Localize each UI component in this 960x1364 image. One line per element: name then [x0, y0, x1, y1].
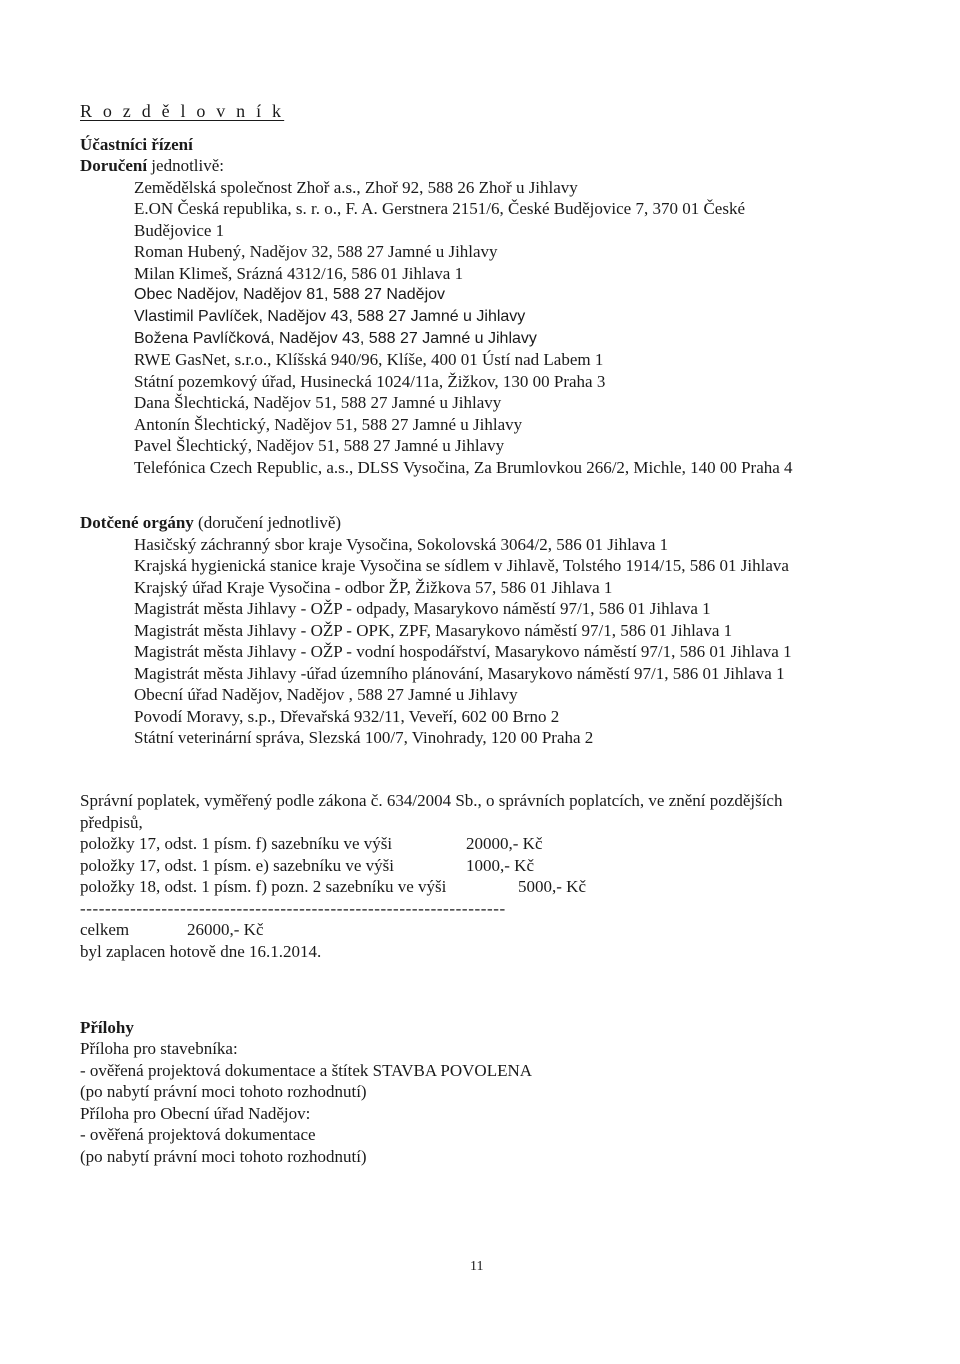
delivery-label: Doručení — [80, 156, 148, 175]
page-number: 11 — [470, 1259, 484, 1274]
authorities-label: Dotčené orgány — [80, 513, 194, 532]
participant-line: RWE GasNet, s.r.o., Klíšská 940/96, Klíše, 400 01 Ústí nad Labem 1 — [134, 350, 604, 369]
participant-line: Milan Klimeš, Srázná 4312/16, 586 01 Jihlava 1 — [134, 264, 464, 283]
participant-line: E.ON Česká republika, s. r. o., F. A. Gerstnera 2151/6, České Budějovice 7, 370 01 České — [134, 199, 746, 218]
attachment-line: - ověřená projektová dokumentace a štítek STAVBA POVOLENA — [80, 1061, 533, 1080]
fee-item-label: položky 18, odst. 1 písm. f) pozn. 2 sazebníku ve výši — [80, 877, 447, 896]
attachment-line: (po nabytí právní moci tohoto rozhodnutí) — [80, 1147, 367, 1166]
participant-line: Obec Nadějov, Nadějov 81, 588 27 Nadějov — [134, 286, 446, 303]
participant-line: Zemědělská společnost Zhoř a.s., Zhoř 92, 588 26 Zhoř u Jihlavy — [134, 178, 578, 197]
fee-text: předpisů, — [80, 813, 143, 832]
fee-total-label: celkem — [80, 920, 130, 939]
fee-separator: -------------------------------------------------------------------- — [80, 899, 506, 918]
fee-item-amount: 1000,- Kč — [466, 856, 534, 875]
participants-heading: Účastníci řízení — [80, 135, 193, 154]
authority-line: Krajský úřad Kraje Vysočina - odbor ŽP, Žižkova 57, 586 01 Jihlava 1 — [134, 578, 613, 597]
fee-total-amount: 26000,- Kč — [187, 920, 264, 939]
authority-line: Hasičský záchranný sbor kraje Vysočina, Sokolovská 3064/2, 586 01 Jihlava 1 — [134, 535, 669, 554]
fee-text: Správní poplatek, vyměřený podle zákona č. 634/2004 Sb., o správních poplatcích, ve znění pozdějších — [80, 791, 783, 810]
authority-line: Magistrát města Jihlavy - OŽP - odpady, Masarykovo náměstí 97/1, 586 01 Jihlava 1 — [134, 599, 711, 618]
delivery-note — [80, 155, 224, 176]
authority-line: Státní veterinární správa, Slezská 100/7, Vinohrady, 120 00 Praha 2 — [134, 728, 594, 747]
participant-line: Pavel Šlechtický, Nadějov 51, 588 27 Jamné u Jihlavy — [134, 436, 505, 455]
participant-line: Antonín Šlechtický, Nadějov 51, 588 27 Jamné u Jihlavy — [134, 415, 523, 434]
participant-line: Dana Šlechtická, Nadějov 51, 588 27 Jamné u Jihlavy — [134, 393, 502, 412]
fee-paid-note: byl zaplacen hotově dne 16.1.2014. — [80, 942, 322, 961]
authorities-heading — [80, 512, 341, 533]
authority-line: Magistrát města Jihlavy - OŽP - OPK, ZPF, Masarykovo náměstí 97/1, 586 01 Jihlava 1 — [134, 621, 733, 640]
participant-line: Vlastimil Pavlíček, Nadějov 43, 588 27 Jamné u Jihlavy — [134, 308, 526, 325]
document-title: R o z d ě l o v n í k — [80, 101, 285, 121]
authority-line: Povodí Moravy, s.p., Dřevařská 932/11, Veveří, 602 00 Brno 2 — [134, 707, 560, 726]
authority-line: Krajská hygienická stanice kraje Vysočina se sídlem v Jihlavě, Tolstého 1914/15, 586 01 Jihlava — [134, 556, 789, 575]
fee-item-amount: 20000,- Kč — [466, 834, 543, 853]
participant-line: Božena Pavlíčková, Nadějov 43, 588 27 Jamné u Jihlavy — [134, 330, 537, 347]
participant-line: Budějovice 1 — [134, 221, 225, 240]
fee-item-amount: 5000,- Kč — [518, 877, 586, 896]
authorities-note: (doručení jednotlivě) — [193, 513, 342, 532]
participant-line: Roman Hubený, Nadějov 32, 588 27 Jamné u Jihlavy — [134, 242, 498, 261]
authority-line: Magistrát města Jihlavy - OŽP - vodní hospodářství, Masarykovo náměstí 97/1, 586 01 Jihlava 1 — [134, 642, 792, 661]
attachment-line: Příloha pro stavebníka: — [80, 1039, 238, 1058]
participant-line: Státní pozemkový úřad, Husinecká 1024/11a, Žižkov, 130 00 Praha 3 — [134, 372, 606, 391]
participant-line: Telefónica Czech Republic, a.s., DLSS Vysočina, Za Brumlovkou 266/2, Michle, 140 00 Praha 4 — [134, 458, 793, 477]
attachments-heading: Přílohy — [80, 1018, 134, 1037]
authority-line: Obecní úřad Nadějov, Nadějov , 588 27 Jamné u Jihlavy — [134, 685, 518, 704]
attachment-line: - ověřená projektová dokumentace — [80, 1125, 316, 1144]
fee-item-label: položky 17, odst. 1 písm. e) sazebníku ve výši — [80, 856, 394, 875]
authority-line: Magistrát města Jihlavy -úřad územního plánování, Masarykovo náměstí 97/1, 586 01 Jihlava 1 — [134, 664, 785, 683]
attachment-line: Příloha pro Obecní úřad Nadějov: — [80, 1104, 311, 1123]
delivery-rest: jednotlivě: — [147, 156, 225, 175]
fee-item-label: položky 17, odst. 1 písm. f) sazebníku ve výši — [80, 834, 393, 853]
attachment-line: (po nabytí právní moci tohoto rozhodnutí) — [80, 1082, 367, 1101]
